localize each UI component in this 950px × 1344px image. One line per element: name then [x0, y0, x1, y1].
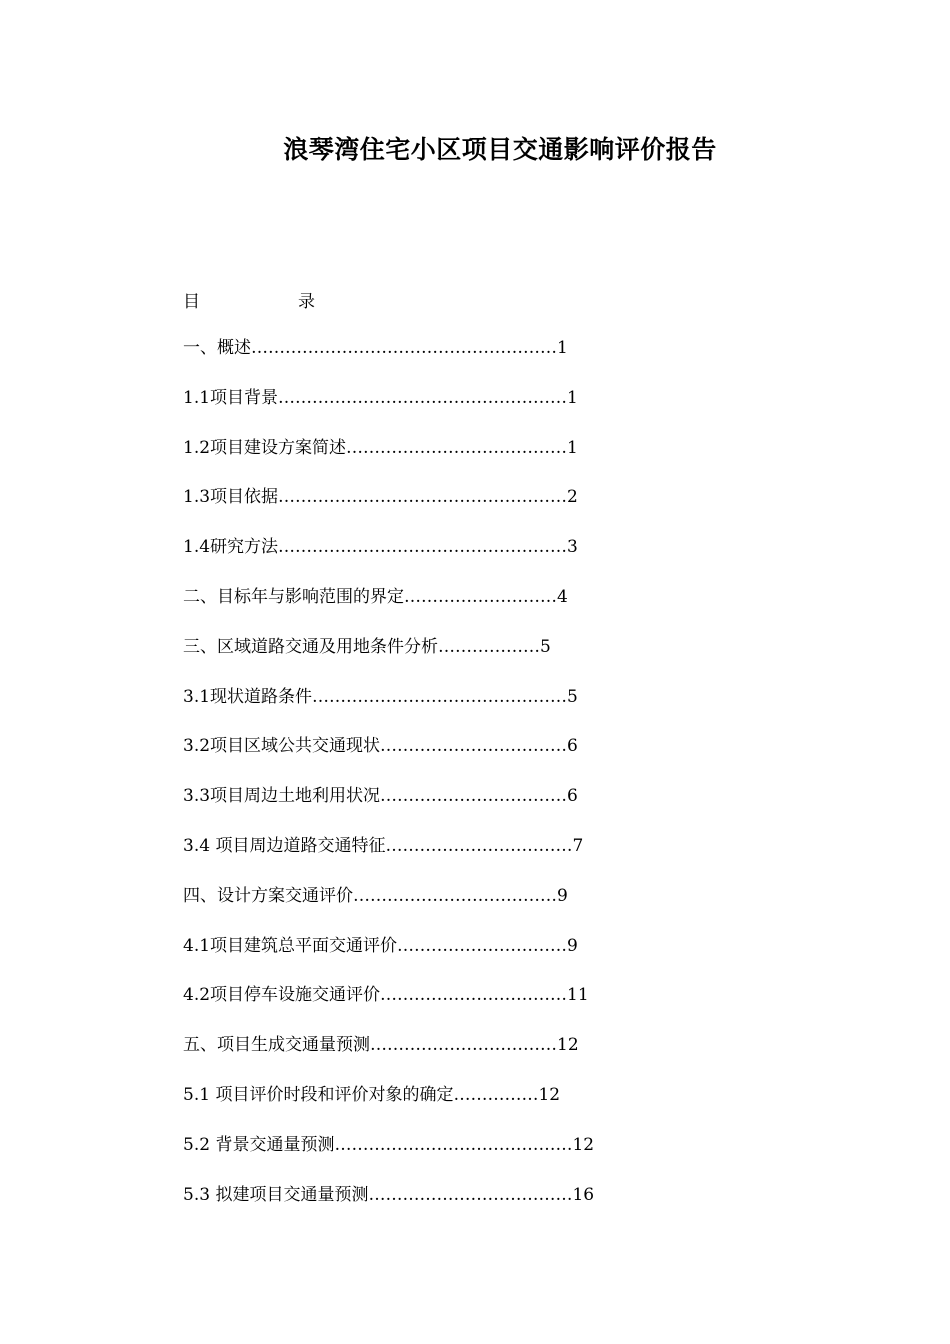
toc-entry: 五、项目生成交通量预测……………………………12 — [183, 1035, 579, 1056]
toc-entry: 3.1现状道路条件………………………………………5 — [183, 686, 578, 707]
toc-entry: 四、设计方案交通评价………………………………9 — [183, 885, 568, 906]
toc-entry: 1.4研究方法……………………………………………3 — [183, 537, 578, 558]
toc-entry: 5.1 项目评价时段和评价对象的确定……………12 — [183, 1084, 561, 1105]
toc-entry: 1.1项目背景……………………………………………1 — [183, 387, 578, 408]
toc-entry: 3.3项目周边土地利用状况……………………………6 — [183, 786, 578, 807]
table-of-contents — [183, 336, 594, 1232]
toc-entry: 一、概述………………………………………………1 — [183, 338, 568, 358]
toc-entry: 三、区域道路交通及用地条件分析………………5 — [183, 636, 551, 657]
toc-entry: 4.2项目停车设施交通评价……………………………11 — [183, 985, 589, 1006]
toc-entry: 3.2项目区域公共交通现状……………………………6 — [183, 736, 578, 757]
toc-entry: 5.2 背景交通量预测……………………………………12 — [183, 1134, 595, 1155]
toc-heading-left: 目 — [183, 292, 200, 312]
toc-entry: 3.4 项目周边道路交通特征……………………………7 — [183, 835, 584, 856]
toc-entry: 1.3项目依据……………………………………………2 — [183, 487, 578, 508]
toc-entry: 1.2项目建设方案简述…………………………………1 — [183, 437, 578, 458]
toc-entry: 4.1项目建筑总平面交通评价…………………………9 — [183, 935, 578, 956]
toc-entry: 二、目标年与影响范围的界定………………………4 — [183, 586, 568, 607]
toc-heading — [183, 287, 315, 312]
toc-entry: 5.3 拟建项目交通量预测………………………………16 — [183, 1184, 595, 1205]
toc-heading-right: 录 — [298, 292, 315, 312]
document-title: 浪琴湾住宅小区项目交通影响评价报告 — [283, 135, 717, 164]
